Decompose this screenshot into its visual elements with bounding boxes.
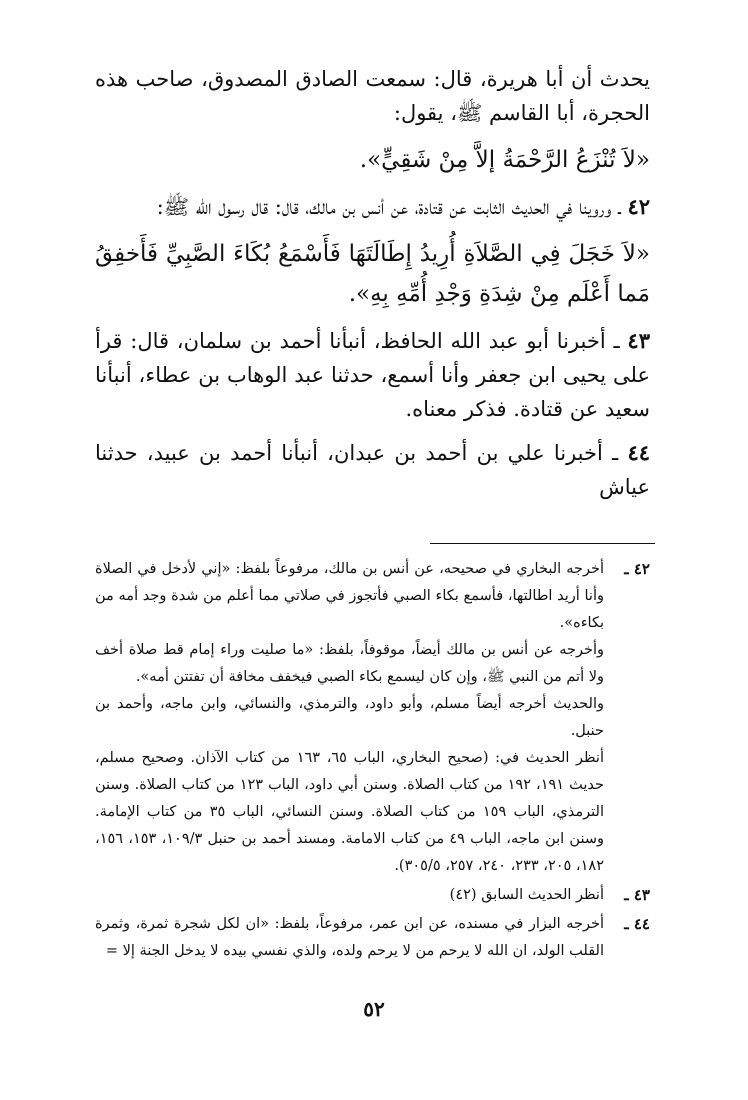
page-number: ٥٢ (363, 997, 385, 1021)
hadith-number-42: ٤٢ (627, 194, 650, 219)
footnote-body (95, 882, 604, 909)
hadith-number-43: ٤٣ (627, 328, 650, 353)
footnote-44 (95, 911, 650, 965)
paragraph-continuation: يحدث أن أبا هريرة، قال: سمعت الصادق المصدوق، صاحب هذه الحجرة، أبا القاسم ﷺ، يقول: (95, 67, 650, 125)
footnote-paragraph: أخرجه البخاري في صحيحه، عن أنس بن مالك، مرفوعاً بلفظ: «إني لأدخل في الصلاة وأنا أريد اطالتها، فأسمع بكاء الصبي فأتجوز في صلاتي مما أعلم من شدة وجد أمه من بكاءه». (95, 561, 604, 631)
hadith-quote-1: «لاَ تُنْزَعُ الرَّحْمَةُ إلاَّ مِنْ شَقِيٍّ». (359, 147, 650, 173)
footnote-paragraph: أنظر الحديث السابق (٤٢) (449, 887, 604, 903)
hadith-quote-2: «لاَ خَجَلَ فِي الصَّلاَةِ أُرِيدُ إِطَالَتَهَا فَأَسْمَعُ بُكَاءَ الصَّبِيِّ فَأَخفِقُ مَما أَعْلَم مِنْ شِدَةِ وَجْدِ أُمِّهِ بِهِ». (95, 241, 650, 307)
footnote-paragraph: وأخرجه عن أنس بن مالك أيضاً، موقوفاً، بلفظ: «ما صليت وراء إمام قط صلاة أخف ولا أتم من النبي ﷺ، وإن كان ليسمع بكاء الصبي فيخفف مخافة أن تفتتن أمه». (95, 642, 604, 685)
footnote-label: ٤٣ ـ (624, 886, 650, 904)
footnote-paragraph: والحديث أخرجه أيضاً مسلم، وأبو داود، والترمذي، والنسائي، وابن ماجه، وأحمد بن حنبل. (95, 696, 604, 739)
footnotes (95, 556, 650, 967)
hadith-43 (95, 324, 650, 426)
footnote-body (95, 556, 604, 880)
hadith-42-text: ـ وروينا في الحديث الثابت عن قتادة، عن أنس بن مالك، قال: قال رسول الله ﷺ: (156, 195, 621, 219)
hadith-43-text: ـ أخبرنا أبو عبد الله الحافظ، أنبأنا أحمد بن سلمان، قال: قرأ على يحيى ابن جعفر وأنا أسمع، حدثنا عبد الوهاب بن عطاء، أنبأنا سعيد عن قتادة. فذكر معناه. (95, 329, 650, 421)
footnote-label: ٤٢ ـ (624, 560, 650, 578)
footnote-body (95, 911, 604, 965)
footnote-label: ٤٤ ـ (624, 915, 650, 933)
footnote-43 (95, 882, 650, 909)
footnote-42 (95, 556, 650, 880)
hadith-42 (95, 190, 650, 224)
footnote-paragraph: أنظر الحديث في: (صحيح البخاري، الباب ٦٥، ١٦٣ من كتاب الآذان. وصحيح مسلم، حديث ١٩١، ١٩٢ من كتاب الصلاة. وسنن أبي داود، الباب ١٢٣ من كتاب الصلاة. وسنن الترمذي، الباب ١٥٩ من كتاب الصلاة. وسنن النسائي، الباب ٣٥ من كتاب الإمامة. وسنن ابن ماجه، الباب ٤٩ من كتاب الامامة. ومسند أحمد بن حنبل ١٠٩/٣، ١٥٣، ١٥٦، ١٨٢، ٢٠٥، ٢٣٣، ٢٤٠، ٢٥٧، ٣٠٥/٥). (95, 750, 604, 874)
footnote-paragraph: أخرجه البزار في مسنده، عن ابن عمر، مرفوعاً، بلفظ: «ان لكل شجرة ثمرة، وثمرة القلب الولد، ان الله لا يرحم من لا يرحم ولده، والذي نفسي بيده لا يدخل الجنة إلا = (95, 916, 604, 959)
hadith-44 (95, 436, 650, 504)
main-text (95, 62, 650, 514)
hadith-number-44: ٤٤ (627, 440, 650, 465)
hadith-44-text: ـ أخبرنا علي بن أحمد بن عبدان، أنبأنا أحمد بن عبيد، حدثنا عياش (95, 441, 650, 499)
footnote-divider (430, 543, 655, 544)
